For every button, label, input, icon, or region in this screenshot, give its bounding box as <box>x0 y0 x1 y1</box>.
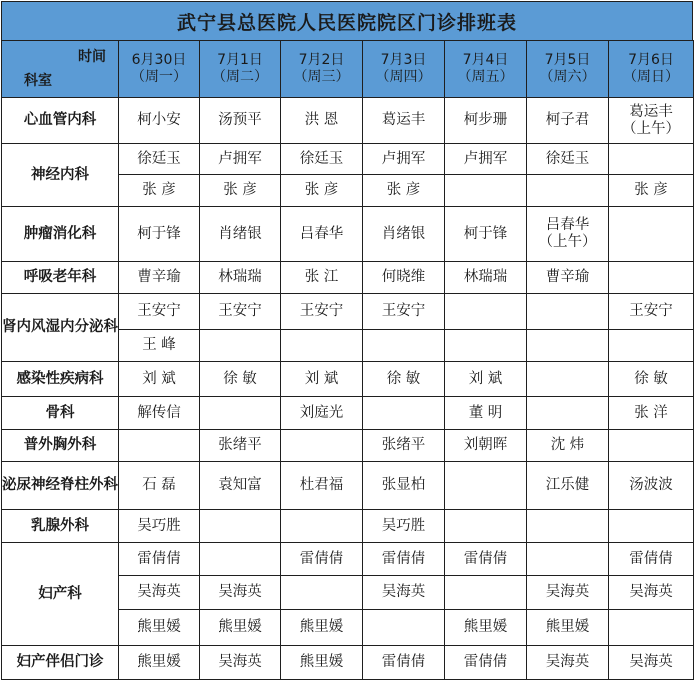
table-row <box>2 397 694 430</box>
doctor-name: 柯小安 <box>137 112 181 128</box>
doctor-name: 张 洋 <box>634 404 668 421</box>
doctor-cell <box>363 610 445 646</box>
doctor-cell <box>363 175 445 207</box>
doctor-name: 刘 斌 <box>304 370 339 387</box>
doctor-cell <box>445 397 527 430</box>
doctor-cell <box>200 294 281 330</box>
day-header-cell <box>527 41 609 98</box>
doctor-cell <box>200 144 281 175</box>
dept-cell: 感染性疾病科 <box>2 362 119 397</box>
doctor-cell <box>527 294 609 330</box>
doctor-name: 张 彦 <box>386 182 421 198</box>
table-row <box>2 543 694 576</box>
doctor-cell <box>200 646 281 680</box>
doctor-name: 雷倩倩 <box>299 550 344 567</box>
doctor-cell <box>527 175 609 207</box>
doctor-name: 王安宁 <box>299 303 344 319</box>
doctor-cell <box>609 262 694 294</box>
doctor-name: 吴巧胜 <box>381 517 426 534</box>
doctor-cell <box>527 362 609 397</box>
dept-cell: 呼吸老年科 <box>2 262 119 294</box>
doctor-cell <box>119 207 200 262</box>
table-row <box>2 294 694 330</box>
doctor-cell <box>363 362 445 397</box>
table-row <box>2 646 694 680</box>
doctor-cell <box>281 144 363 175</box>
time-label: 时间 <box>78 49 106 65</box>
table-row <box>2 362 694 397</box>
doctor-cell <box>445 430 527 462</box>
doctor-name: 吴巧胜 <box>137 517 181 534</box>
doctor-cell <box>609 175 694 207</box>
doctor-cell <box>200 510 281 543</box>
doctor-name: 雷倩倩 <box>463 550 508 567</box>
dept-cell: 妇产科 <box>2 543 119 646</box>
day-date: 6月30日 <box>131 52 187 68</box>
doctor-name: 雷倩倩 <box>629 550 673 567</box>
doctor-name: 吴海英 <box>137 584 181 600</box>
doctor-cell <box>527 510 609 543</box>
doctor-cell <box>445 610 527 646</box>
doctor-cell <box>527 610 609 646</box>
doctor-name: 卢拥军 <box>381 150 426 167</box>
doctor-cell <box>609 576 694 610</box>
day-date: 7月4日 <box>462 52 509 68</box>
doctor-name: 张 彦 <box>142 182 176 198</box>
doctor-cell <box>281 175 363 207</box>
doctor-cell <box>363 397 445 430</box>
doctor-cell <box>363 330 445 362</box>
doctor-cell <box>200 98 281 144</box>
doctor-cell <box>363 430 445 462</box>
dept-cell: 肿瘤消化科 <box>2 207 119 262</box>
doctor-name: 吴海英 <box>629 654 673 670</box>
doctor-cell <box>119 98 200 144</box>
doctor-cell <box>200 543 281 576</box>
doctor-cell <box>119 144 200 175</box>
doctor-cell <box>200 362 281 397</box>
doctor-name: 洪 恩 <box>304 112 339 128</box>
doctor-cell <box>363 207 445 262</box>
doctor-cell <box>445 543 527 576</box>
shift-note: （上午） <box>622 120 680 137</box>
doctor-cell <box>445 294 527 330</box>
doctor-name: 卢拥军 <box>463 150 508 167</box>
doctor-name: 刘庭光 <box>299 404 344 421</box>
table-row <box>2 98 694 144</box>
doctor-cell <box>200 610 281 646</box>
doctor-name: 熊里媛 <box>218 619 262 635</box>
doctor-name: 沈 炜 <box>550 437 585 453</box>
doctor-cell <box>363 262 445 294</box>
doctor-name: 吴海英 <box>545 584 590 600</box>
doctor-cell <box>445 98 527 144</box>
doctor-cell <box>609 362 694 397</box>
dept-cell: 骨科 <box>2 397 119 430</box>
doctor-cell <box>200 462 281 510</box>
doctor-cell <box>527 646 609 680</box>
day-header-cell <box>445 41 527 98</box>
doctor-cell <box>609 98 694 144</box>
table-row <box>2 430 694 462</box>
doctor-cell <box>527 397 609 430</box>
day-header-cell <box>281 41 363 98</box>
doctor-cell <box>363 646 445 680</box>
day-weekday: （周三） <box>293 69 350 85</box>
doctor-cell <box>119 430 200 462</box>
doctor-name: 熊里媛 <box>299 619 344 635</box>
day-header-cell <box>609 41 694 98</box>
doctor-name: 葛运丰 <box>629 103 673 120</box>
doctor-name: 王安宁 <box>218 303 262 319</box>
page-title: 武宁县总医院人民医院院区门诊排班表 <box>1 1 693 41</box>
table-row <box>2 510 694 543</box>
doctor-name: 解传信 <box>137 404 181 421</box>
doctor-cell <box>609 646 694 680</box>
dept-cell: 乳腺外科 <box>2 510 119 543</box>
doctor-name: 熊里媛 <box>299 654 344 670</box>
dept-cell: 普外胸外科 <box>2 430 119 462</box>
doctor-cell <box>119 576 200 610</box>
doctor-name: 石 磊 <box>142 477 176 493</box>
doctor-name: 徐 敏 <box>634 370 668 387</box>
day-weekday: （周二） <box>212 69 268 85</box>
doctor-name: 雷倩倩 <box>381 550 426 567</box>
dept-label: 科室 <box>24 73 52 89</box>
doctor-name: 汤预平 <box>218 112 262 128</box>
header-row <box>2 41 694 98</box>
doctor-name: 徐廷玉 <box>299 150 344 167</box>
doctor-cell <box>119 610 200 646</box>
doctor-name: 卢拥军 <box>218 150 262 167</box>
doctor-cell <box>609 330 694 362</box>
doctor-cell <box>609 430 694 462</box>
doctor-name: 熊里媛 <box>463 619 508 635</box>
doctor-name: 柯于锋 <box>463 225 508 242</box>
doctor-cell <box>281 646 363 680</box>
doctor-cell <box>527 462 609 510</box>
doctor-name: 张 彦 <box>304 182 339 198</box>
doctor-cell <box>119 543 200 576</box>
doctor-name: 熊里媛 <box>137 654 181 670</box>
doctor-name: 王安宁 <box>137 303 181 319</box>
doctor-cell <box>527 430 609 462</box>
doctor-name: 吕春华 <box>545 217 590 233</box>
doctor-name: 王安宁 <box>381 303 426 319</box>
dept-cell: 心血管内科 <box>2 98 119 144</box>
doctor-cell <box>281 462 363 510</box>
doctor-name: 葛运丰 <box>381 112 426 128</box>
dept-cell: 泌尿神经脊柱外科 <box>2 462 119 510</box>
doctor-cell <box>363 510 445 543</box>
doctor-name: 何晓维 <box>381 269 426 285</box>
doctor-cell <box>609 610 694 646</box>
doctor-cell <box>281 543 363 576</box>
doctor-name: 徐廷玉 <box>545 150 590 167</box>
doctor-cell <box>119 510 200 543</box>
doctor-cell <box>609 397 694 430</box>
doctor-cell <box>609 144 694 175</box>
day-weekday: （周四） <box>375 69 432 85</box>
doctor-name: 熊里媛 <box>137 619 181 635</box>
doctor-cell <box>445 175 527 207</box>
doctor-cell <box>445 330 527 362</box>
doctor-name: 林瑞瑞 <box>463 269 508 285</box>
doctor-name: 吴海英 <box>218 584 262 600</box>
doctor-name: 张绪平 <box>381 437 426 453</box>
doctor-name: 王 峰 <box>142 337 176 353</box>
doctor-cell <box>609 294 694 330</box>
doctor-cell <box>119 294 200 330</box>
day-date: 7月6日 <box>628 52 674 68</box>
day-header-cell <box>200 41 281 98</box>
doctor-name: 雷倩倩 <box>137 550 181 567</box>
doctor-cell <box>119 462 200 510</box>
doctor-name: 吴海英 <box>218 654 262 670</box>
table-row <box>2 144 694 175</box>
doctor-cell <box>363 462 445 510</box>
doctor-cell <box>445 362 527 397</box>
doctor-cell <box>281 98 363 144</box>
doctor-cell <box>445 207 527 262</box>
schedule-table <box>1 40 694 680</box>
doctor-name: 柯子君 <box>545 112 590 128</box>
doctor-cell <box>119 262 200 294</box>
doctor-cell <box>281 207 363 262</box>
doctor-cell <box>445 462 527 510</box>
doctor-name: 汤波波 <box>629 477 673 493</box>
doctor-name: 徐 敏 <box>223 370 257 387</box>
doctor-cell <box>281 330 363 362</box>
doctor-name: 柯于锋 <box>137 225 181 242</box>
doctor-name: 熊里媛 <box>545 619 590 635</box>
doctor-cell <box>200 397 281 430</box>
doctor-name: 吕春华 <box>299 225 344 242</box>
dept-cell: 肾内风湿内分泌科 <box>2 294 119 362</box>
doctor-name: 雷倩倩 <box>463 654 508 670</box>
day-header-cell <box>119 41 200 98</box>
doctor-name: 柯步珊 <box>463 112 508 128</box>
doctor-cell <box>527 98 609 144</box>
shift-note: （上午） <box>538 234 597 250</box>
doctor-cell <box>445 144 527 175</box>
doctor-cell <box>527 330 609 362</box>
doctor-name: 肖绪银 <box>218 225 262 242</box>
doctor-cell <box>445 262 527 294</box>
day-weekday: （周五） <box>457 69 514 85</box>
doctor-cell <box>281 576 363 610</box>
doctor-cell <box>200 430 281 462</box>
doctor-name: 张 彦 <box>634 182 668 198</box>
doctor-cell <box>119 330 200 362</box>
doctor-name: 刘朝晖 <box>463 437 508 453</box>
doctor-cell <box>119 646 200 680</box>
doctor-name: 杜君福 <box>299 477 344 493</box>
day-weekday: （周日） <box>623 69 679 85</box>
table-row <box>2 207 694 262</box>
table-row <box>2 462 694 510</box>
doctor-name: 徐廷玉 <box>137 150 181 167</box>
doctor-name: 张绪平 <box>218 437 262 453</box>
doctor-cell <box>281 362 363 397</box>
doctor-cell <box>200 207 281 262</box>
dept-cell: 妇产伴侣门诊 <box>2 646 119 680</box>
doctor-cell <box>200 175 281 207</box>
day-weekday: （周六） <box>539 69 596 85</box>
doctor-cell <box>527 207 609 262</box>
doctor-cell <box>281 610 363 646</box>
doctor-cell <box>281 294 363 330</box>
doctor-name: 王安宁 <box>629 303 673 319</box>
doctor-cell <box>281 510 363 543</box>
doctor-cell <box>445 576 527 610</box>
doctor-name: 徐 敏 <box>386 370 421 387</box>
doctor-cell <box>445 510 527 543</box>
doctor-cell <box>527 262 609 294</box>
doctor-name: 吴海英 <box>381 584 426 600</box>
doctor-cell <box>609 207 694 262</box>
doctor-cell <box>119 175 200 207</box>
doctor-name: 刘 斌 <box>468 370 503 387</box>
doctor-cell <box>363 144 445 175</box>
doctor-cell <box>609 462 694 510</box>
doctor-name: 袁知富 <box>218 477 262 493</box>
doctor-cell <box>445 646 527 680</box>
doctor-cell <box>119 362 200 397</box>
day-date: 7月1日 <box>217 52 263 68</box>
doctor-cell <box>527 543 609 576</box>
doctor-cell <box>281 397 363 430</box>
doctor-cell <box>200 576 281 610</box>
doctor-cell <box>363 543 445 576</box>
doctor-cell <box>527 144 609 175</box>
doctor-name: 刘 斌 <box>142 370 176 387</box>
day-date: 7月3日 <box>380 52 427 68</box>
day-date: 7月2日 <box>298 52 345 68</box>
doctor-cell <box>119 397 200 430</box>
doctor-cell <box>200 262 281 294</box>
doctor-name: 雷倩倩 <box>381 654 426 670</box>
doctor-name: 江乐健 <box>545 477 590 493</box>
corner-header-cell <box>2 41 119 98</box>
dept-cell: 神经内科 <box>2 144 119 207</box>
doctor-name: 董 明 <box>468 404 503 421</box>
table-row <box>2 262 694 294</box>
doctor-cell <box>363 294 445 330</box>
doctor-cell <box>363 98 445 144</box>
doctor-name: 林瑞瑞 <box>218 269 262 285</box>
doctor-name: 曹辛瑜 <box>137 269 181 285</box>
doctor-cell <box>609 510 694 543</box>
doctor-cell <box>281 430 363 462</box>
doctor-cell <box>281 262 363 294</box>
day-date: 7月5日 <box>544 52 591 68</box>
doctor-cell <box>609 543 694 576</box>
doctor-name: 吴海英 <box>629 584 673 600</box>
doctor-cell <box>527 576 609 610</box>
doctor-name: 张 彦 <box>223 182 257 198</box>
doctor-name: 吴海英 <box>545 654 590 670</box>
doctor-cell <box>363 576 445 610</box>
day-header-cell <box>363 41 445 98</box>
doctor-name: 曹辛瑜 <box>545 269 590 285</box>
doctor-name: 张显柏 <box>381 477 426 493</box>
doctor-cell <box>200 330 281 362</box>
doctor-name: 张 江 <box>304 269 339 285</box>
doctor-name: 肖绪银 <box>381 225 426 242</box>
day-weekday: （周一） <box>131 69 187 85</box>
